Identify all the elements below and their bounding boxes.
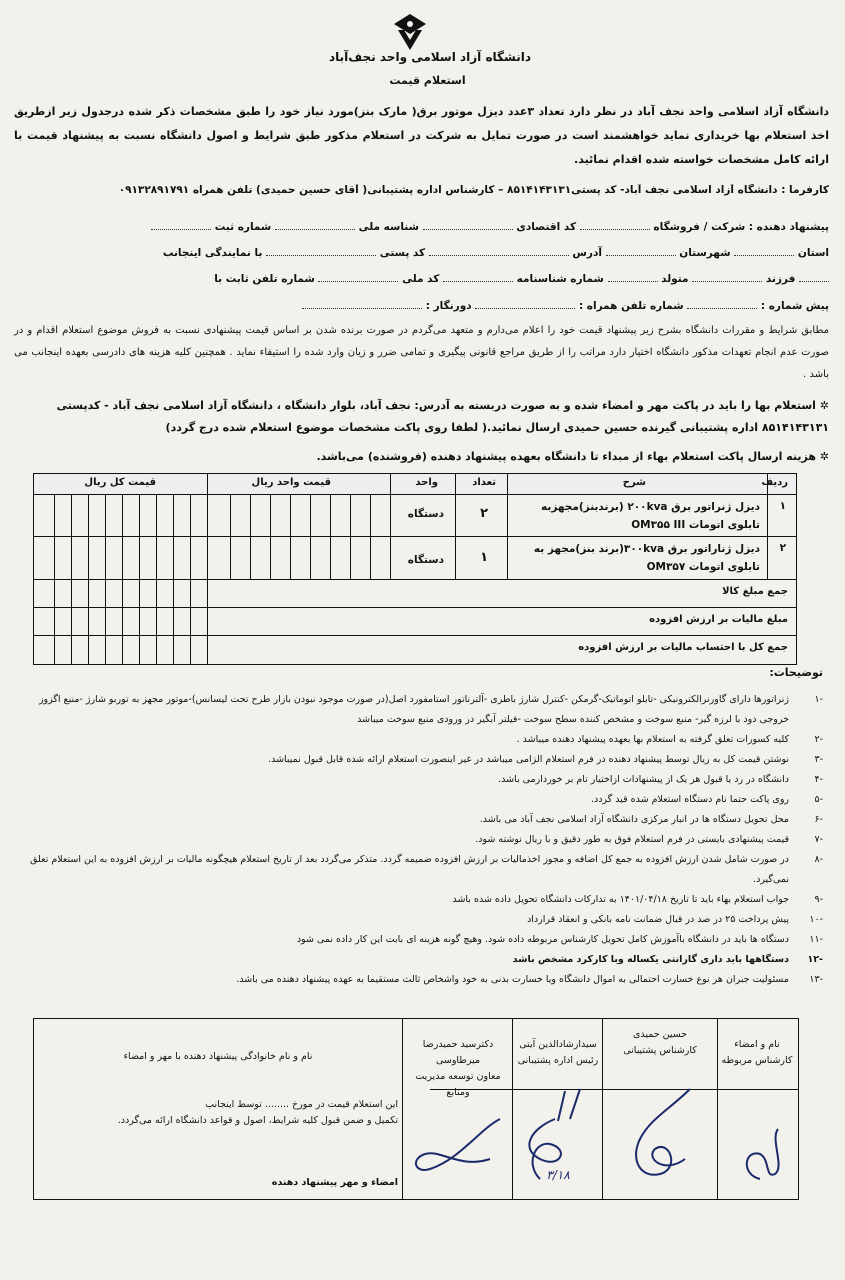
signer-2 bbox=[516, 1037, 600, 1069]
list-item: -۱۰ پیش پرداخت ۲۵ در صد در قبال ضمانت نامه بانکی و انعقاد قرارداد bbox=[527, 914, 823, 925]
acceptance-text: این استعلام قیمت در مورخ ........ توسط اینجانب تکمیل و ضمن قبول کلیه شرایط، اصول و قواعد دانشگاه ارائه می‌گردد. bbox=[117, 1099, 398, 1126]
economic-code-label: کد اقتصادی bbox=[516, 221, 577, 233]
gear-bullet-icon: ✲ bbox=[815, 450, 829, 463]
notice-address-text: استعلام بها را باید در پاکت مهر و امضاء شده و به صورت دربسته به آدرس: نجف آباد، بلوار دانشگاه ، دانشگاه آزاد اسلامی نجف آباد - کدپستی ۸۵۱۴۱۴۳۱۳۱ اداره پشتیبانی گیرنده حسین حمیدی ارسال نمائید.( لطفا روی پاکت مشخصات موضوع استعلام شده درج گردد) bbox=[56, 399, 829, 434]
address-label: آدرس bbox=[572, 247, 602, 259]
bidder-seal-label: امضاء و مهر پیشنهاد دهنده bbox=[271, 1177, 398, 1188]
reg-no-field[interactable] bbox=[151, 219, 211, 230]
national-id-label: شناسه ملی bbox=[358, 221, 419, 233]
signer-3-name: دکترسید حمیدرضا میرطاوسی bbox=[422, 1039, 494, 1066]
bidder-label: نام و نام خانوادگی پیشنهاد دهنده با مهر و امضاء bbox=[123, 1051, 313, 1062]
proposer-field[interactable] bbox=[580, 219, 650, 230]
signer-1 bbox=[606, 1027, 714, 1059]
form-row-3 bbox=[14, 271, 829, 285]
signer-2-role: رئیس اداره پشتیبانی bbox=[517, 1055, 599, 1066]
proposer-label: پیشنهاد دهنده : شرکت / فروشگاه bbox=[653, 221, 829, 233]
university-name: دانشگاه آزاد اسلامی واحد نجف‌آباد bbox=[328, 50, 532, 64]
reg-no-label: شماره ثبت bbox=[214, 221, 272, 233]
signer-1-role: کارشناس پشتیبانی bbox=[623, 1045, 697, 1056]
list-item: -۱ ژنراتورها دارای گاورنرالکترونیکی -تابلو اتوماتیک-گرمکن -کنترل شارژ باطری -آلترناتور استامفورد اصل(در صورت موجود نبودن بازار طرح تحت لیسانس)-موتور مجهز به توربو شارژ -منبع اگزوز خروجی دود با لرزه گیر- منبع سوخت و مشخص کننده سطح سوخت -فیلتر آبگیر در ورودی منبع سوخت میباشد bbox=[38, 694, 823, 725]
row-unit: دستگاه bbox=[407, 508, 444, 520]
notice-cost bbox=[14, 446, 829, 468]
list-item: -۲ کلیه کسورات تعلق گرفته به استعلام بها بعهده پیشنهاد دهنده میباشد . bbox=[516, 734, 823, 745]
university-logo-icon bbox=[392, 12, 428, 52]
signer-1-signature-icon bbox=[610, 1079, 710, 1189]
signer-3-role: معاون توسعه مدیریت ومنابع bbox=[415, 1071, 501, 1098]
phone-label: شماره تلفن ثابت با bbox=[214, 273, 315, 285]
pre-no-field[interactable] bbox=[687, 298, 757, 309]
fax-field[interactable] bbox=[302, 298, 422, 309]
list-item: -۵ روی پاکت حتما نام دستگاه استعلام شده قید گردد. bbox=[590, 794, 823, 805]
list-item: -۶ محل تحویل دستگاه ها در انبار مرکزی دانشگاه آزاد اسلامی نجف آباد می باشد. bbox=[479, 814, 823, 825]
agent-name-field[interactable] bbox=[799, 271, 829, 282]
table-header-row bbox=[34, 474, 796, 495]
header-unit: واحد bbox=[415, 477, 438, 488]
header-qty: تعداد bbox=[472, 477, 496, 488]
row-no: ۱ bbox=[779, 500, 786, 512]
gear-bullet-icon: ✲ bbox=[815, 399, 829, 412]
row-qty: ۱ bbox=[480, 550, 488, 565]
header-desc: شرح bbox=[622, 477, 646, 488]
signer-1-name: حسین حمیدی bbox=[632, 1029, 688, 1040]
sum-goods-label: جمع مبلغ کالا bbox=[722, 586, 788, 597]
child-label: فرزند bbox=[765, 273, 796, 285]
header-unit-price: قیمت واحد ریال bbox=[251, 477, 331, 488]
handwritten-date: ۳/۱۸ bbox=[546, 1168, 570, 1182]
born-label: متولد bbox=[661, 273, 689, 285]
national-code-label: کد ملی bbox=[402, 273, 440, 285]
form-row-4 bbox=[14, 298, 829, 312]
pre-no-label: پیش شماره : bbox=[760, 300, 829, 312]
row-no: ۲ bbox=[779, 542, 786, 554]
expert-signature-icon bbox=[730, 1119, 790, 1189]
notice-cost-text: هزینه ارسال پاکت استعلام بهاء از مبداء تا دانشگاه بعهده پیشنهاد دهنده (فروشنده) می‌باشد. bbox=[316, 450, 816, 463]
header-row-no: ردیف bbox=[761, 477, 788, 488]
agent-label: با نمایندگی اینجانب bbox=[162, 247, 263, 259]
list-item: -۱۱ دستگاه ها باید در دانشگاه باآموزش کامل تحویل کارشناس مربوطه داده شود. وهیچ گونه هزینه ای بابت این کار داده نمی شود bbox=[296, 934, 823, 945]
list-item: -۸ در صورت شامل شدن ارزش افزوده به جمع کل اضافه و مجوز اخذمالیات بر ارزش افزوده ضمیمه گردد. متذکر می‌گردد بعد از تاریخ استعلام هیچگونه مالیات بر ارزش افزوده به این استعلام تعلق نمی‌گیرد. bbox=[30, 854, 823, 885]
fax-label: دورنگار : bbox=[425, 300, 472, 312]
signature-block bbox=[33, 1018, 799, 1200]
signer-3 bbox=[406, 1037, 510, 1101]
form-row-1 bbox=[14, 219, 829, 233]
vat-label: مبلغ مالیات بر ارزش افزوده bbox=[649, 614, 788, 625]
notice-address bbox=[14, 395, 829, 439]
terms-paragraph: مطابق شرایط و مقررات دانشگاه بشرح زیر پیشنهاد قیمت خود را اعلام می‌دارم و متعهد می‌گردم در صورت برنده شدن بر اساس قیمت پیشنهادی نسبت به فروش موضوع استعلام اقدام و در صورت عدم انجام تعهدات مذکور دانشگاه اختیار دارد مراتب را از طریق مراجع قانونی پیگیری و تمامی ضرر و زیان وارد شده را استیفاء نماید . همچنین کلیه هزینه های دادرسی بعهده اینجانب می باشد . bbox=[14, 325, 829, 380]
postal-field[interactable] bbox=[266, 245, 376, 256]
mobile-field[interactable] bbox=[475, 298, 575, 309]
notes-title: توضیحات: bbox=[769, 666, 823, 679]
notes-list bbox=[14, 690, 829, 990]
grand-total-label: جمع کل با احتساب مالیات بر ارزش افزوده bbox=[578, 642, 788, 653]
address-field[interactable] bbox=[429, 245, 569, 256]
national-code-field[interactable] bbox=[318, 271, 398, 282]
form-row-2 bbox=[14, 245, 829, 259]
economic-code-field[interactable] bbox=[423, 219, 513, 230]
list-item: -۷ قیمت پیشنهادی بایستی در فرم استعلام فوق به طور دقیق و با ریال نوشته شود. bbox=[475, 834, 823, 845]
signer-3-signature-icon bbox=[400, 1099, 510, 1189]
signer-2-name: سیدارشادالدین آیتی bbox=[519, 1039, 597, 1050]
city-label: شهرستان bbox=[679, 247, 731, 259]
national-id-field[interactable] bbox=[275, 219, 355, 230]
city-field[interactable] bbox=[606, 245, 676, 256]
province-field[interactable] bbox=[734, 245, 794, 256]
list-item: -۹ جواب استعلام بهاء باید تا تاریخ ۱۴۰۱/۰۴/۱۸ به تدارکات دانشگاه تحویل داده شده باشد bbox=[452, 894, 823, 905]
intro-paragraph: دانشگاه آزاد اسلامی واحد نجف آباد در نظر دارد تعداد ۳عدد دیزل موتور برق( مارک بنز)مورد نیاز خود را طبق مشخصات ذکر شده درجدول زیر ازطریق اخذ استعلام بها خریداری نماید خواهشمند است در صورت تمایل به شرکت در استعلام مذکور طبق شرایط و اصول دانشگاه نسبت به پیشنهاد قیمت با ارائه کامل مشخصات خواسته شده اقدام نمائید. bbox=[14, 105, 829, 166]
list-item: -۴ دانشگاه در رد یا قبول هر یک از پیشنهادات ازاختیار تام بر خوردارمی باشد. bbox=[498, 774, 823, 785]
expert-label: نام و امضاء کارشناس مربوطه bbox=[721, 1039, 793, 1066]
born-field[interactable] bbox=[608, 271, 658, 282]
province-label: استان bbox=[797, 247, 829, 259]
document-title: استعلام قیمت bbox=[389, 74, 466, 87]
list-item: -۱۲ دستگاهها باید داری گارانتی یکساله وبا کارکرد مشخص باشد bbox=[512, 954, 823, 965]
row-desc: دیزل ژناراتور برق ۳۰۰kva(برند بنز)مجهز به تابلوی اتومات OM۳۵۷ bbox=[533, 543, 760, 573]
header-total-price: قیمت کل ریال bbox=[84, 477, 156, 488]
list-item: -۱۳ مسئولیت جبران هر نوع خسارت احتمالی به اموال دانشگاه ویا خسارت بدنی به خود واشخاص ثالث مستقیما به عهده پیشنهاد دهنده می باشد. bbox=[236, 974, 823, 985]
id-no-label: شماره شناسنامه bbox=[516, 273, 604, 285]
row-qty: ۲ bbox=[480, 506, 488, 521]
child-field[interactable] bbox=[692, 271, 762, 282]
id-no-field[interactable] bbox=[443, 271, 513, 282]
row-unit: دستگاه bbox=[407, 554, 444, 566]
mobile-label: شماره تلفن همراه : bbox=[578, 300, 684, 312]
row-desc: دیزل ژنراتور برق ۲۰۰kva (برندبنز)مجهزبه تابلوی اتومات OM۳۵۵ III bbox=[541, 501, 760, 531]
list-item: -۳ نوشتن قیمت کل به ریال توسط پیشنهاد دهنده در فرم استعلام الزامی میباشد در غیر اینصورت استعلام ارائه شده قابل قبول نمیباشد. bbox=[268, 754, 823, 765]
items-table bbox=[33, 473, 797, 665]
postal-label: کد پستی bbox=[379, 247, 426, 259]
employer-line: کارفرما : دانشگاه آزاد اسلامی نجف آباد- کد پستی۸۵۱۴۱۴۳۱۳۱ – کارشناس اداره پشتیبانی( آقای حسین حمیدی) تلفن همراه ۰۹۱۳۲۸۹۱۷۹۱ bbox=[118, 184, 829, 196]
